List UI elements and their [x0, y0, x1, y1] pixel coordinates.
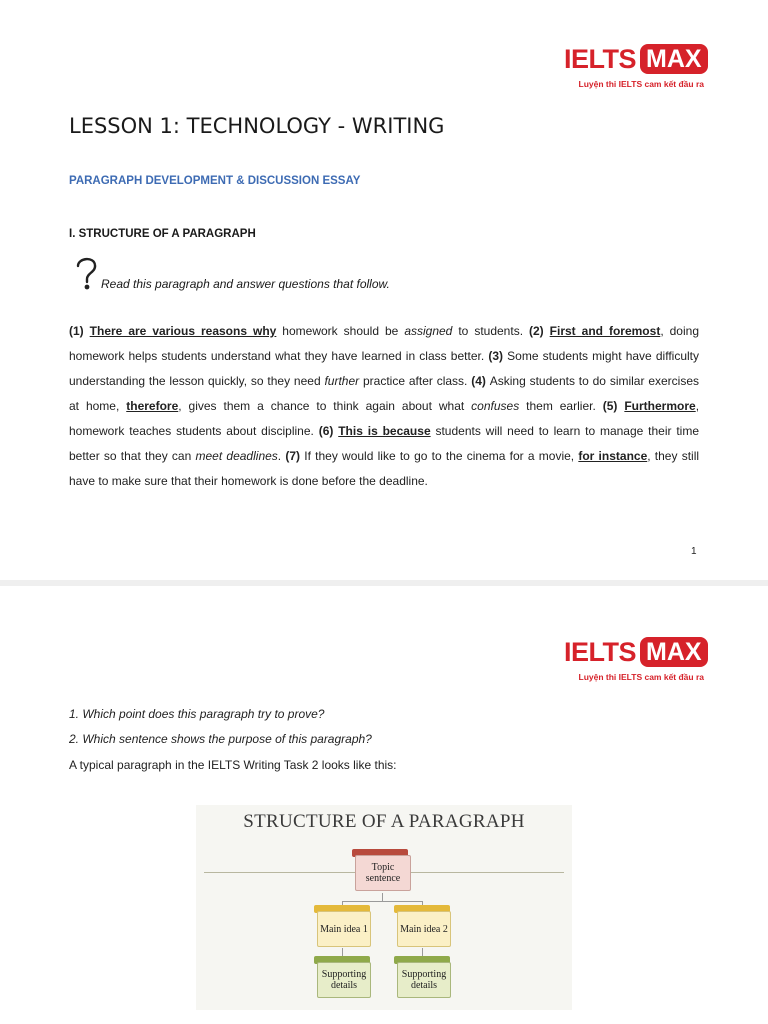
paragraph-segment: them earlier.	[519, 399, 603, 413]
paragraph-structure-diagram	[196, 805, 572, 1010]
typical-paragraph-intro: A typical paragraph in the IELTS Writing Task 2 looks like this:	[69, 758, 397, 772]
question-1: 1. Which point does this paragraph try to prove?	[69, 707, 325, 721]
question-2: 2. Which sentence shows the purpose of this paragraph?	[69, 732, 372, 746]
paragraph-segment: further	[324, 374, 360, 388]
paragraph-segment: students will need to learn to manage their time better so that they can	[69, 424, 700, 463]
paragraph-segment: , doing homework helps students understand what they have learned in class better.	[69, 324, 699, 363]
supporting-details-1-node: Supporting details	[317, 962, 371, 998]
paragraph-segment: (6)	[318, 424, 339, 438]
paragraph-segment: (2)	[529, 324, 550, 338]
logo-brand-right: MAX	[640, 44, 708, 74]
paragraph-segment: , they still have to make sure that their homework is done before the deadline.	[69, 449, 700, 488]
paragraph-segment: (4)	[471, 374, 490, 388]
instruction-text: Read this paragraph and answer questions that follow.	[101, 277, 390, 291]
topic-sentence-node: Topic sentence	[355, 855, 411, 891]
paragraph-segment: (3)	[488, 349, 508, 363]
paragraph-segment: First and foremost	[549, 324, 661, 338]
section-heading: I. STRUCTURE OF A PARAGRAPH	[69, 228, 256, 240]
question-mark-icon	[74, 255, 100, 291]
paragraph-segment: If they would like to go to the cinema for a movie,	[304, 449, 579, 463]
paragraph-segment: , gives them a chance to think again about what	[178, 399, 472, 413]
paragraph-segment: meet deadlines	[195, 449, 278, 463]
connector-line	[342, 901, 423, 902]
logo-brand-right: MAX	[640, 637, 708, 667]
paragraph-segment: Some students might have difficulty understanding the lesson quickly, so they need	[69, 349, 699, 388]
logo-brand-left: IELTS	[564, 637, 637, 667]
main-idea-2-node: Main idea 2	[397, 911, 451, 947]
paragraph-segment: confuses	[471, 399, 520, 413]
main-idea-1-node: Main idea 1	[317, 911, 371, 947]
paragraph-segment: .	[277, 449, 286, 463]
paragraph-segment: for instance	[578, 449, 648, 463]
page-number: 1	[691, 546, 697, 557]
logo-tagline: Luyện thi IELTS cam kết đầu ra	[578, 672, 704, 682]
paragraph-segment: (5)	[602, 399, 625, 413]
supporting-details-2-node: Supporting details	[397, 962, 451, 998]
paragraph-segment: Furthermore	[624, 399, 696, 413]
paragraph-segment: homework should be	[276, 324, 405, 338]
paragraph-segment: therefore	[126, 399, 179, 413]
logo-brand-left: IELTS	[564, 44, 637, 74]
paragraph-segment: There are various reasons why	[89, 324, 277, 338]
paragraph-segment: (1)	[69, 324, 90, 338]
paragraph-segment: , homework teaches students about discipline.	[69, 399, 700, 438]
ieltsmax-logo	[564, 636, 704, 682]
paragraph-segment: assigned	[404, 324, 453, 338]
sample-paragraph	[69, 319, 699, 494]
lesson-subtitle: PARAGRAPH DEVELOPMENT & DISCUSSION ESSAY	[69, 175, 361, 187]
paragraph-segment: Asking students to do similar exercises at home,	[69, 374, 700, 413]
paragraph-segment: practice after class.	[359, 374, 472, 388]
paragraph-segment: to students.	[452, 324, 530, 338]
ieltsmax-logo	[564, 43, 704, 89]
lesson-title: LESSON 1: TECHNOLOGY - WRITING	[69, 114, 445, 138]
connector-line	[382, 893, 383, 901]
document-page-2	[0, 586, 768, 1024]
logo-tagline: Luyện thi IELTS cam kết đầu ra	[578, 79, 704, 89]
paragraph-segment: (7)	[285, 449, 305, 463]
paragraph-segment: This is because	[338, 424, 431, 438]
diagram-title: STRUCTURE OF A PARAGRAPH	[243, 811, 525, 832]
